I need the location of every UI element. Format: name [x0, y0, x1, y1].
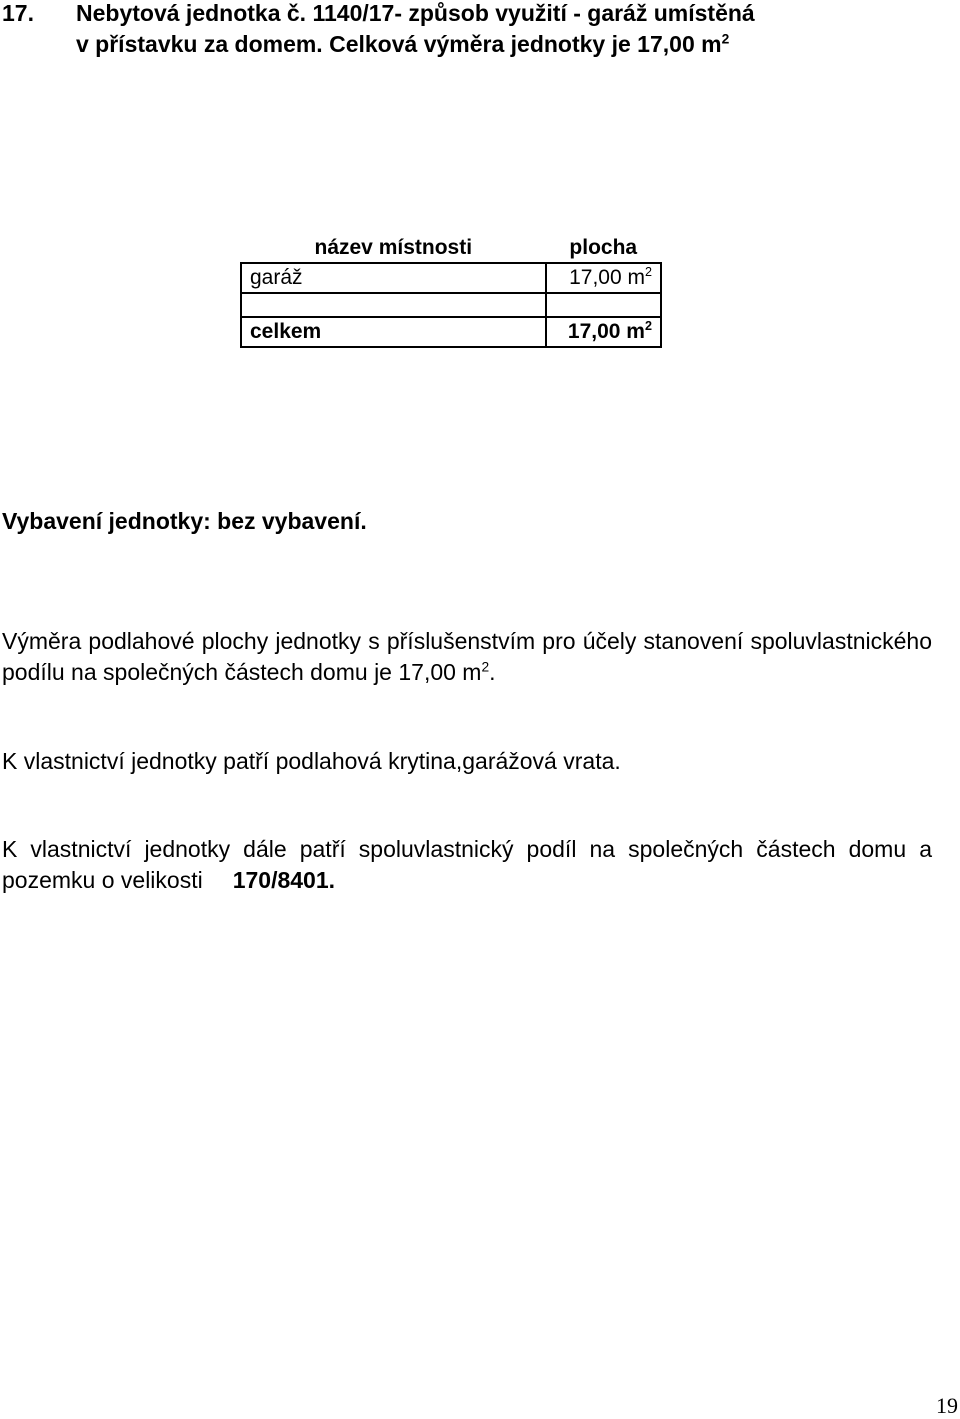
total-area-superscript: 2	[644, 319, 652, 333]
column-header-room: název místnosti	[241, 234, 546, 263]
room-area-superscript: 2	[644, 265, 652, 279]
floor-area-superscript: 2	[481, 659, 490, 675]
equipment-statement: Vybavení jednotky: bez vybavení.	[2, 508, 367, 534]
room-area-value: 17,00 m	[569, 266, 645, 289]
total-area-value: 17,00 m	[567, 320, 645, 343]
room-name-cell: garáž	[241, 263, 546, 293]
room-area-cell	[546, 263, 661, 293]
room-area-table	[240, 234, 662, 348]
table-header-row	[241, 234, 661, 263]
section-title-line2	[76, 31, 729, 58]
blank-cell	[546, 293, 661, 317]
table-row	[241, 263, 661, 293]
area-unit-superscript: 2	[721, 31, 730, 47]
section-title-line1: Nebytová jednotka č. 1140/17- způsob využití - garáž umístěná	[76, 0, 755, 26]
column-header-area: plocha	[546, 234, 661, 263]
blank-cell	[241, 293, 546, 317]
floor-area-paragraph	[2, 626, 932, 688]
table-total-row	[241, 317, 661, 347]
co-ownership-text: K vlastnictví jednotky dále patří spoluvlastnický podíl na společných částech domu a pozemku o velikosti	[2, 836, 932, 893]
section-title-line2-text: v přístavku za domem. Celková výměra jednotky je 17,00 m	[76, 31, 722, 57]
section-number: 17.	[2, 0, 34, 26]
ownership-paragraph: K vlastnictví jednotky patří podlahová krytina,garážová vrata.	[2, 748, 621, 774]
total-label-cell: celkem	[241, 317, 546, 347]
total-area-cell	[546, 317, 661, 347]
floor-area-end: .	[489, 659, 496, 685]
co-ownership-paragraph	[2, 834, 932, 896]
co-ownership-share: 170/8401.	[232, 867, 336, 893]
floor-area-text: Výměra podlahové plochy jednotky s příslušenstvím pro účely stanovení spoluvlastnického podílu na společných částech domu je 17,00 m	[2, 628, 932, 685]
table-blank-row	[241, 293, 661, 317]
page-number: 19	[936, 1393, 958, 1418]
